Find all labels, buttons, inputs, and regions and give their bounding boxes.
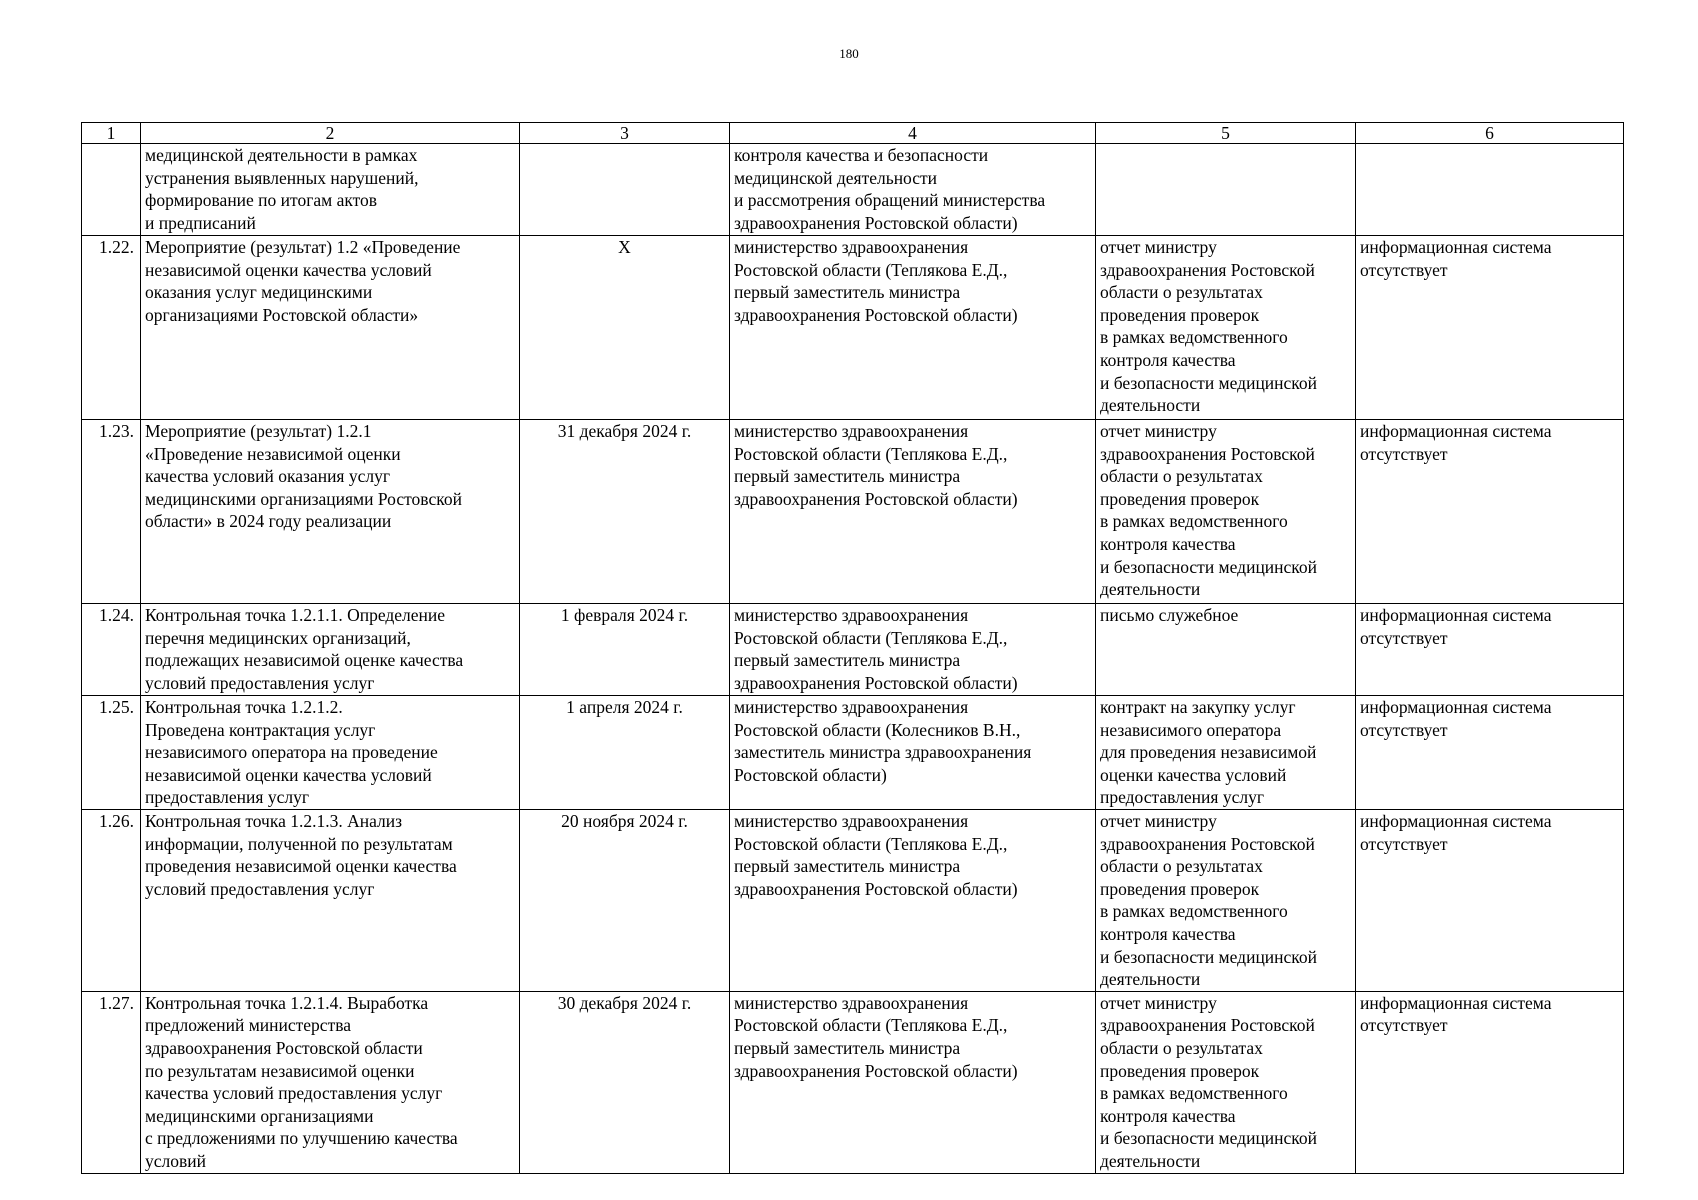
event-name-cell: медицинской деятельности в рамках устранения выявленных нарушений, формирование по итогам актов и предписаний <box>141 144 520 236</box>
responsible-cell: министерство здравоохранения Ростовской области (Теплякова Е.Д., первый заместитель министра здравоохранения Ростовской области) <box>730 604 1096 696</box>
row-number-cell: 1.24. <box>82 604 141 696</box>
responsible-cell: министерство здравоохранения Ростовской области (Теплякова Е.Д., первый заместитель министра здравоохранения Ростовской области) <box>730 810 1096 992</box>
result-document-cell: отчет министру здравоохранения Ростовской области о результатах проведения проверок в рамках ведомственного контроля качества и безопасности медицинской деятельности <box>1096 991 1356 1173</box>
column-header: 4 <box>730 123 1096 144</box>
row-number-cell: 1.25. <box>82 696 141 810</box>
result-document-cell: письмо служебное <box>1096 604 1356 696</box>
deadline-cell: 31 декабря 2024 г. <box>520 420 730 604</box>
table-row <box>82 604 1624 696</box>
event-name-cell: Мероприятие (результат) 1.2 «Проведение независимой оценки качества условий оказания услуг медицинскими организациями Ростовской области» <box>141 236 520 420</box>
deadline-cell: X <box>520 236 730 420</box>
event-name-cell: Контрольная точка 1.2.1.2. Проведена контрактация услуг независимого оператора на проведение независимой оценки качества условий предоставления услуг <box>141 696 520 810</box>
deadline-cell <box>520 144 730 236</box>
table-row <box>82 810 1624 992</box>
info-system-cell: информационная система отсутствует <box>1356 696 1624 810</box>
event-name-cell: Контрольная точка 1.2.1.3. Анализ информации, полученной по результатам проведения независимой оценки качества условий предоставления услуг <box>141 810 520 992</box>
column-header: 5 <box>1096 123 1356 144</box>
column-header: 6 <box>1356 123 1624 144</box>
deadline-cell: 1 апреля 2024 г. <box>520 696 730 810</box>
deadline-cell: 20 ноября 2024 г. <box>520 810 730 992</box>
event-name-cell: Контрольная точка 1.2.1.1. Определение перечня медицинских организаций, подлежащих независимой оценке качества условий предоставления услуг <box>141 604 520 696</box>
responsible-cell: министерство здравоохранения Ростовской области (Теплякова Е.Д., первый заместитель министра здравоохранения Ростовской области) <box>730 236 1096 420</box>
row-number-cell: 1.26. <box>82 810 141 992</box>
deadline-cell: 30 декабря 2024 г. <box>520 991 730 1173</box>
row-number-cell <box>82 144 141 236</box>
row-number-cell: 1.22. <box>82 236 141 420</box>
event-name-cell: Мероприятие (результат) 1.2.1 «Проведение независимой оценки качества условий оказания услуг медицинскими организациями Ростовской области» в 2024 году реализации <box>141 420 520 604</box>
deadline-cell: 1 февраля 2024 г. <box>520 604 730 696</box>
info-system-cell <box>1356 144 1624 236</box>
result-document-cell <box>1096 144 1356 236</box>
info-system-cell: информационная система отсутствует <box>1356 236 1624 420</box>
result-document-cell: отчет министру здравоохранения Ростовской области о результатах проведения проверок в рамках ведомственного контроля качества и безопасности медицинской деятельности <box>1096 810 1356 992</box>
info-system-cell: информационная система отсутствует <box>1356 420 1624 604</box>
table-row <box>82 236 1624 420</box>
event-name-cell: Контрольная точка 1.2.1.4. Выработка предложений министерства здравоохранения Ростовской области по результатам независимой оценки качества условий предоставления услуг медицинскими организациями с предложениями по улучшению качества условий <box>141 991 520 1173</box>
result-document-cell: контракт на закупку услуг независимого оператора для проведения независимой оценки качества условий предоставления услуг <box>1096 696 1356 810</box>
page-number: 180 <box>839 46 859 61</box>
responsible-cell: министерство здравоохранения Ростовской области (Колесников В.Н., заместитель министра здравоохранения Ростовской области) <box>730 696 1096 810</box>
table-row <box>82 144 1624 236</box>
column-header: 2 <box>141 123 520 144</box>
row-number-cell: 1.23. <box>82 420 141 604</box>
responsible-cell: министерство здравоохранения Ростовской области (Теплякова Е.Д., первый заместитель министра здравоохранения Ростовской области) <box>730 991 1096 1173</box>
responsible-cell: министерство здравоохранения Ростовской области (Теплякова Е.Д., первый заместитель министра здравоохранения Ростовской области) <box>730 420 1096 604</box>
info-system-cell: информационная система отсутствует <box>1356 604 1624 696</box>
result-document-cell: отчет министру здравоохранения Ростовской области о результатах проведения проверок в рамках ведомственного контроля качества и безопасности медицинской деятельности <box>1096 420 1356 604</box>
result-document-cell: отчет министру здравоохранения Ростовской области о результатах проведения проверок в рамках ведомственного контроля качества и безопасности медицинской деятельности <box>1096 236 1356 420</box>
table-row <box>82 991 1624 1173</box>
row-number-cell: 1.27. <box>82 991 141 1173</box>
responsible-cell: контроля качества и безопасности медицинской деятельности и рассмотрения обращений министерства здравоохранения Ростовской области) <box>730 144 1096 236</box>
plan-table <box>81 122 1624 1174</box>
info-system-cell: информационная система отсутствует <box>1356 810 1624 992</box>
column-header: 1 <box>82 123 141 144</box>
table-row <box>82 696 1624 810</box>
column-header: 3 <box>520 123 730 144</box>
column-numbers-row <box>82 123 1624 144</box>
info-system-cell: информационная система отсутствует <box>1356 991 1624 1173</box>
table-row <box>82 420 1624 604</box>
